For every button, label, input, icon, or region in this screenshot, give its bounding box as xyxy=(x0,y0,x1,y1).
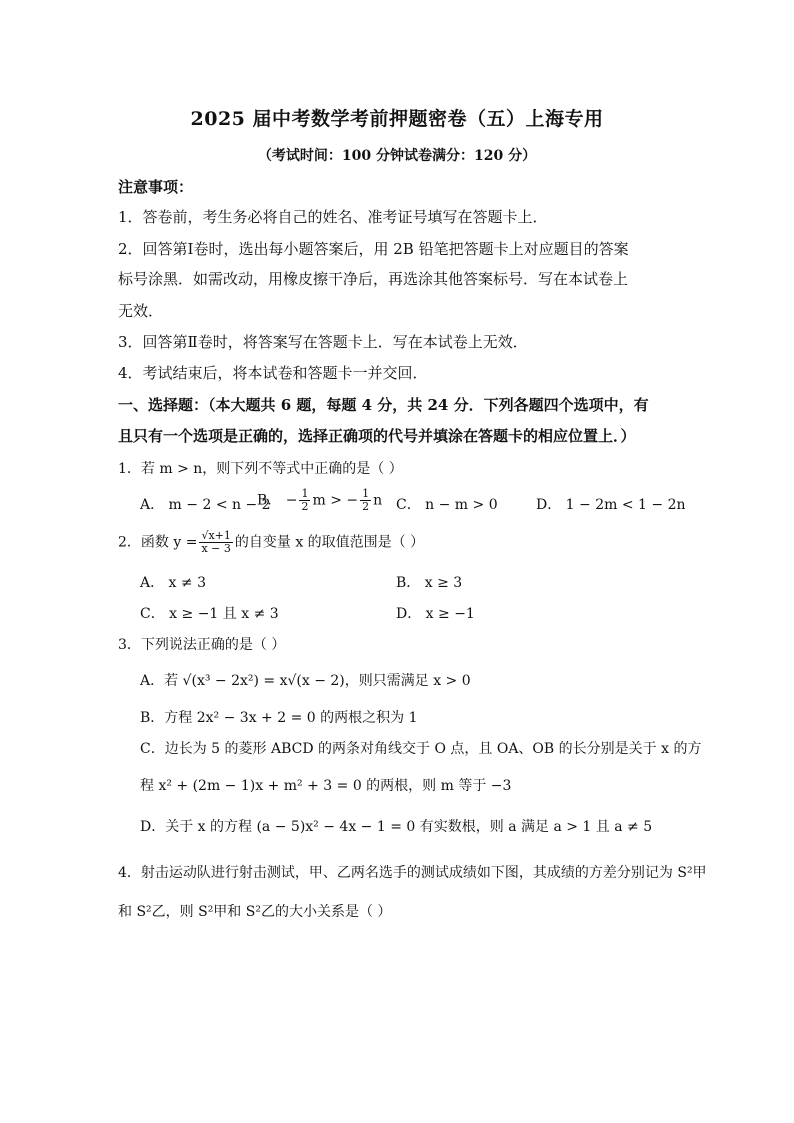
note-item-2-cont: 标号涂黑．如需改动，用橡皮擦干净后，再选涂其他答案标号．写在本试卷上 xyxy=(118,270,629,288)
note-item-3: 3．回答第Ⅱ卷时，将答案写在答题卡上．写在本试卷上无效． xyxy=(118,333,528,351)
note-item-2-end: 无效． xyxy=(118,302,164,320)
question-4-line1: 4．射击运动队进行射击测试，甲、乙两名选手的测试成绩如下图，其成绩的方差分别记为 S²甲 xyxy=(118,865,707,881)
fraction-half-1 xyxy=(299,488,310,513)
question-3-option-c-line2: 程 x² + (2m − 1)x + m² + 3 = 0 的两根，则 m 等于 −3 xyxy=(140,778,512,794)
option-b-suffix: n xyxy=(373,492,383,509)
question-4-line2: 和 S²乙，则 S²甲和 S²乙的大小关系是（ ） xyxy=(118,904,392,920)
section-heading-line2: 且只有一个选项是正确的，选择正确项的代号并填涂在答题卡的相应位置上．） xyxy=(118,427,636,445)
option-b-middle: m > − xyxy=(312,492,359,509)
note-item-4: 4．考试结束后，将本试卷和答题卡一并交回． xyxy=(118,364,428,382)
question-2-option-a: A． x ≠ 3 xyxy=(140,575,206,591)
fraction-half-2 xyxy=(360,488,371,513)
question-1-option-b xyxy=(257,488,382,513)
question-2-option-d: D． x ≥ −1 xyxy=(396,606,475,622)
exam-subtitle: （考试时间：100 分钟试卷满分：120 分） xyxy=(257,148,537,164)
fraction-numerator: 1 xyxy=(301,487,309,500)
question-3-option-c-line1: C．边长为 5 的菱形 ABCD 的两条对角线交于 O 点，且 OA、OB 的长分别是关于 x 的方 xyxy=(140,741,702,757)
fraction-numerator: 1 xyxy=(362,487,370,500)
question-3-option-d: D．关于 x 的方程 (a − 5)x² − 4x − 1 = 0 有实数根，则 a 满足 a > 1 且 a ≠ 5 xyxy=(140,819,653,835)
question-3-option-b: B．方程 2x² − 3x + 2 = 0 的两根之积为 1 xyxy=(140,710,418,726)
fraction-denominator: 2 xyxy=(362,500,370,513)
question-1-option-a: A． m − 2 < n − 2 xyxy=(140,497,271,513)
function-fraction xyxy=(199,530,232,555)
section-heading-line1: 一、选择题：（本大题共 6 题，每题 4 分，共 24 分．下列各题四个选项中，有 xyxy=(118,396,649,414)
question-2-option-c: C． x ≥ −1 且 x ≠ 3 xyxy=(140,606,279,622)
question-2-stem xyxy=(118,530,424,555)
question-2-suffix: 的自变量 x 的取值范围是（ ） xyxy=(234,534,425,551)
question-2-prefix: 2．函数 y = xyxy=(118,534,198,551)
question-2-option-b: B． x ≥ 3 xyxy=(396,575,463,591)
fraction-numerator: √x+1 xyxy=(201,529,231,542)
note-item-2: 2．回答第Ⅰ卷时，选出每小题答案后，用 2B 铅笔把答题卡上对应题目的答案 xyxy=(118,240,629,258)
notes-heading: 注意事项： xyxy=(118,178,194,196)
question-1-stem: 1．若 m > n，则下列不等式中正确的是（ ） xyxy=(118,461,403,477)
option-b-prefix: B． − xyxy=(257,492,298,509)
fraction-denominator: x − 3 xyxy=(201,542,231,555)
question-1-option-c: C． n − m > 0 xyxy=(396,497,498,513)
question-3-stem: 3．下列说法正确的是（ ） xyxy=(118,637,286,653)
exam-title: 2025 届中考数学考前押题密卷（五）上海专用 xyxy=(190,108,604,130)
question-3-option-a: A．若 √(x³ − 2x²) = x√(x − 2)，则只需满足 x > 0 xyxy=(140,673,471,689)
fraction-denominator: 2 xyxy=(301,500,309,513)
note-item-1: 1．答卷前，考生务必将自己的姓名、准考证号填写在答题卡上． xyxy=(118,208,548,226)
question-1-option-d: D． 1 − 2m < 1 − 2n xyxy=(536,497,686,513)
